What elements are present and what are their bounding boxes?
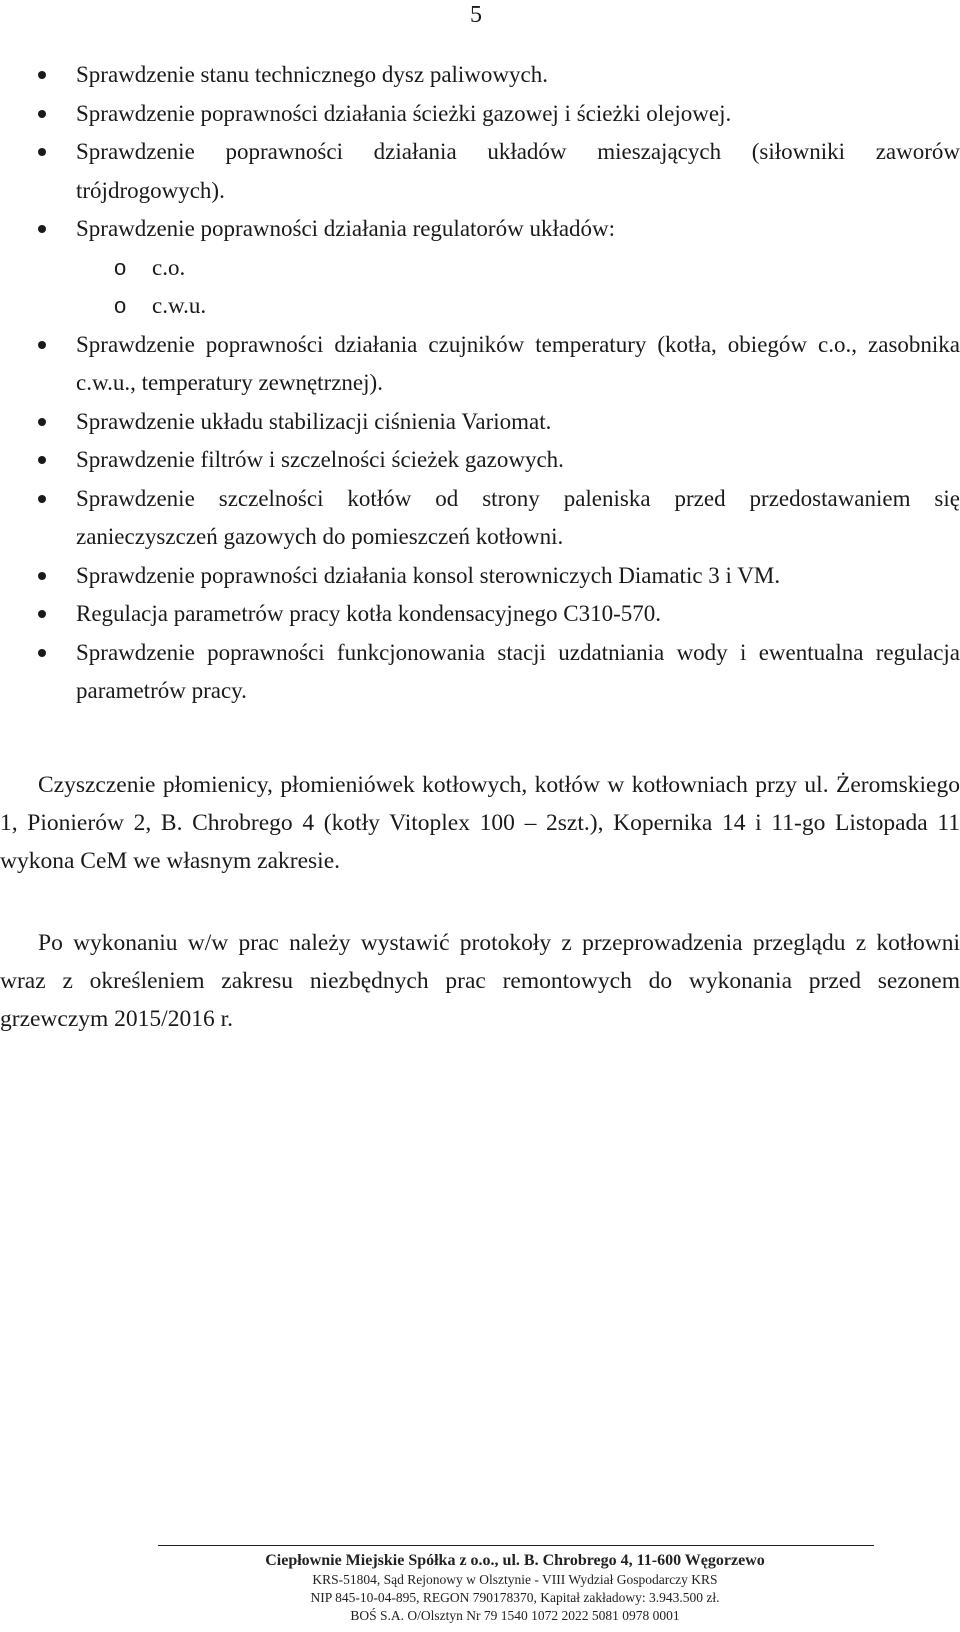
list-item <box>0 557 960 596</box>
list-item <box>0 480 960 557</box>
bullet-icon <box>38 418 46 426</box>
inspection-checklist <box>0 56 960 711</box>
cleaning-paragraph: Czyszczenie płomienicy, płomieniówek kotłowych, kotłów w kotłowniach przy ul. Żeromskiego 1, Pionierów 2, B. Chrobrego 4 (kotły Vitoplex 100 – 2szt.), Kopernika 14 i 11-go Listopada 11 wykona CeM we własnym zakresie. <box>0 772 960 874</box>
list-item-text: Sprawdzenie filtrów i szczelności ścieżek gazowych. <box>76 447 564 472</box>
list-item-text: Sprawdzenie poprawności działania regulatorów układów: <box>76 216 616 241</box>
bullet-icon <box>38 456 46 464</box>
footer-registry: KRS-51804, Sąd Rejonowy w Olsztynie - VIII Wydział Gospodarczy KRS <box>312 1572 718 1587</box>
list-item-text: Sprawdzenie poprawności działania ścieżki gazowej i ścieżki olejowej. <box>76 100 732 126</box>
list-item-text: Sprawdzenie poprawności funkcjonowania stacji uzdatniania wody i ewentualna regulacja parametrów pracy. <box>76 639 960 703</box>
list-item-text: Sprawdzenie stanu technicznego dysz paliwowych. <box>76 62 548 87</box>
list-item-text: Sprawdzenie poprawności działania układów mieszających (siłowniki zaworów trójdrogowych). <box>76 139 960 203</box>
sub-list-item-text: c.w.u. <box>152 293 207 318</box>
list-item <box>0 326 960 403</box>
bullet-icon <box>38 110 46 118</box>
list-item-text: Sprawdzenie poprawności działania konsol sterowniczych Diamatic 3 i VM. <box>76 562 781 588</box>
footer-divider <box>158 1545 874 1546</box>
list-item <box>0 133 960 210</box>
bullet-icon <box>38 148 46 156</box>
footer <box>150 1550 880 1625</box>
protocols-paragraph: Po wykonaniu w/w prac należy wystawić protokoły z przeprowadzenia przeglądu z kotłowni wraz z określeniem zakresu niezbędnych prac remontowych do wykonania przed sezonem grzewczym 2015/2016 r. <box>0 930 960 1032</box>
circle-bullet-icon: o <box>114 254 127 280</box>
list-item <box>0 210 960 249</box>
list-item-text: Regulacja parametrów pracy kotła kondensacyjnego C310-570. <box>76 601 662 626</box>
list-item-text: Sprawdzenie szczelności kotłów od strony paleniska przed przedostawaniem się zanieczyszczeń gazowych do pomieszczeń kotłowni. <box>76 485 960 549</box>
bullet-icon <box>38 572 46 580</box>
list-item-text: Sprawdzenie poprawności działania czujników temperatury (kotła, obiegów c.o., zasobnika c.w.u., temperatury zewnętrznej). <box>76 331 960 395</box>
bullet-icon <box>38 225 46 233</box>
list-item <box>0 56 960 95</box>
bullet-icon <box>38 71 46 79</box>
sub-list-item <box>0 287 960 326</box>
bullet-icon <box>38 341 46 349</box>
list-item <box>0 403 960 442</box>
page-number: 5 <box>470 2 482 28</box>
footer-tax-ids: NIP 845-10-04-895, REGON 790178370, Kapitał zakładowy: 3.943.500 zł. <box>310 1590 720 1605</box>
bullet-icon <box>38 495 46 503</box>
footer-company: Ciepłownie Miejskie Spółka z o.o., ul. B. Chrobrego 4, 11-600 Węgorzewo <box>265 1552 765 1569</box>
list-item <box>0 95 960 134</box>
circle-bullet-icon: o <box>114 293 127 318</box>
bullet-icon <box>38 649 46 657</box>
list-item <box>0 595 960 634</box>
sub-list-item-text: c.o. <box>152 254 186 280</box>
footer-bank: BOŚ S.A. O/Olsztyn Nr 79 1540 1072 2022 5081 0978 0001 <box>350 1608 680 1623</box>
bullet-icon <box>38 610 46 618</box>
list-item <box>0 441 960 480</box>
sub-list-item <box>0 249 960 288</box>
list-item-text: Sprawdzenie układu stabilizacji ciśnienia Variomat. <box>76 408 552 434</box>
list-item <box>0 634 960 711</box>
